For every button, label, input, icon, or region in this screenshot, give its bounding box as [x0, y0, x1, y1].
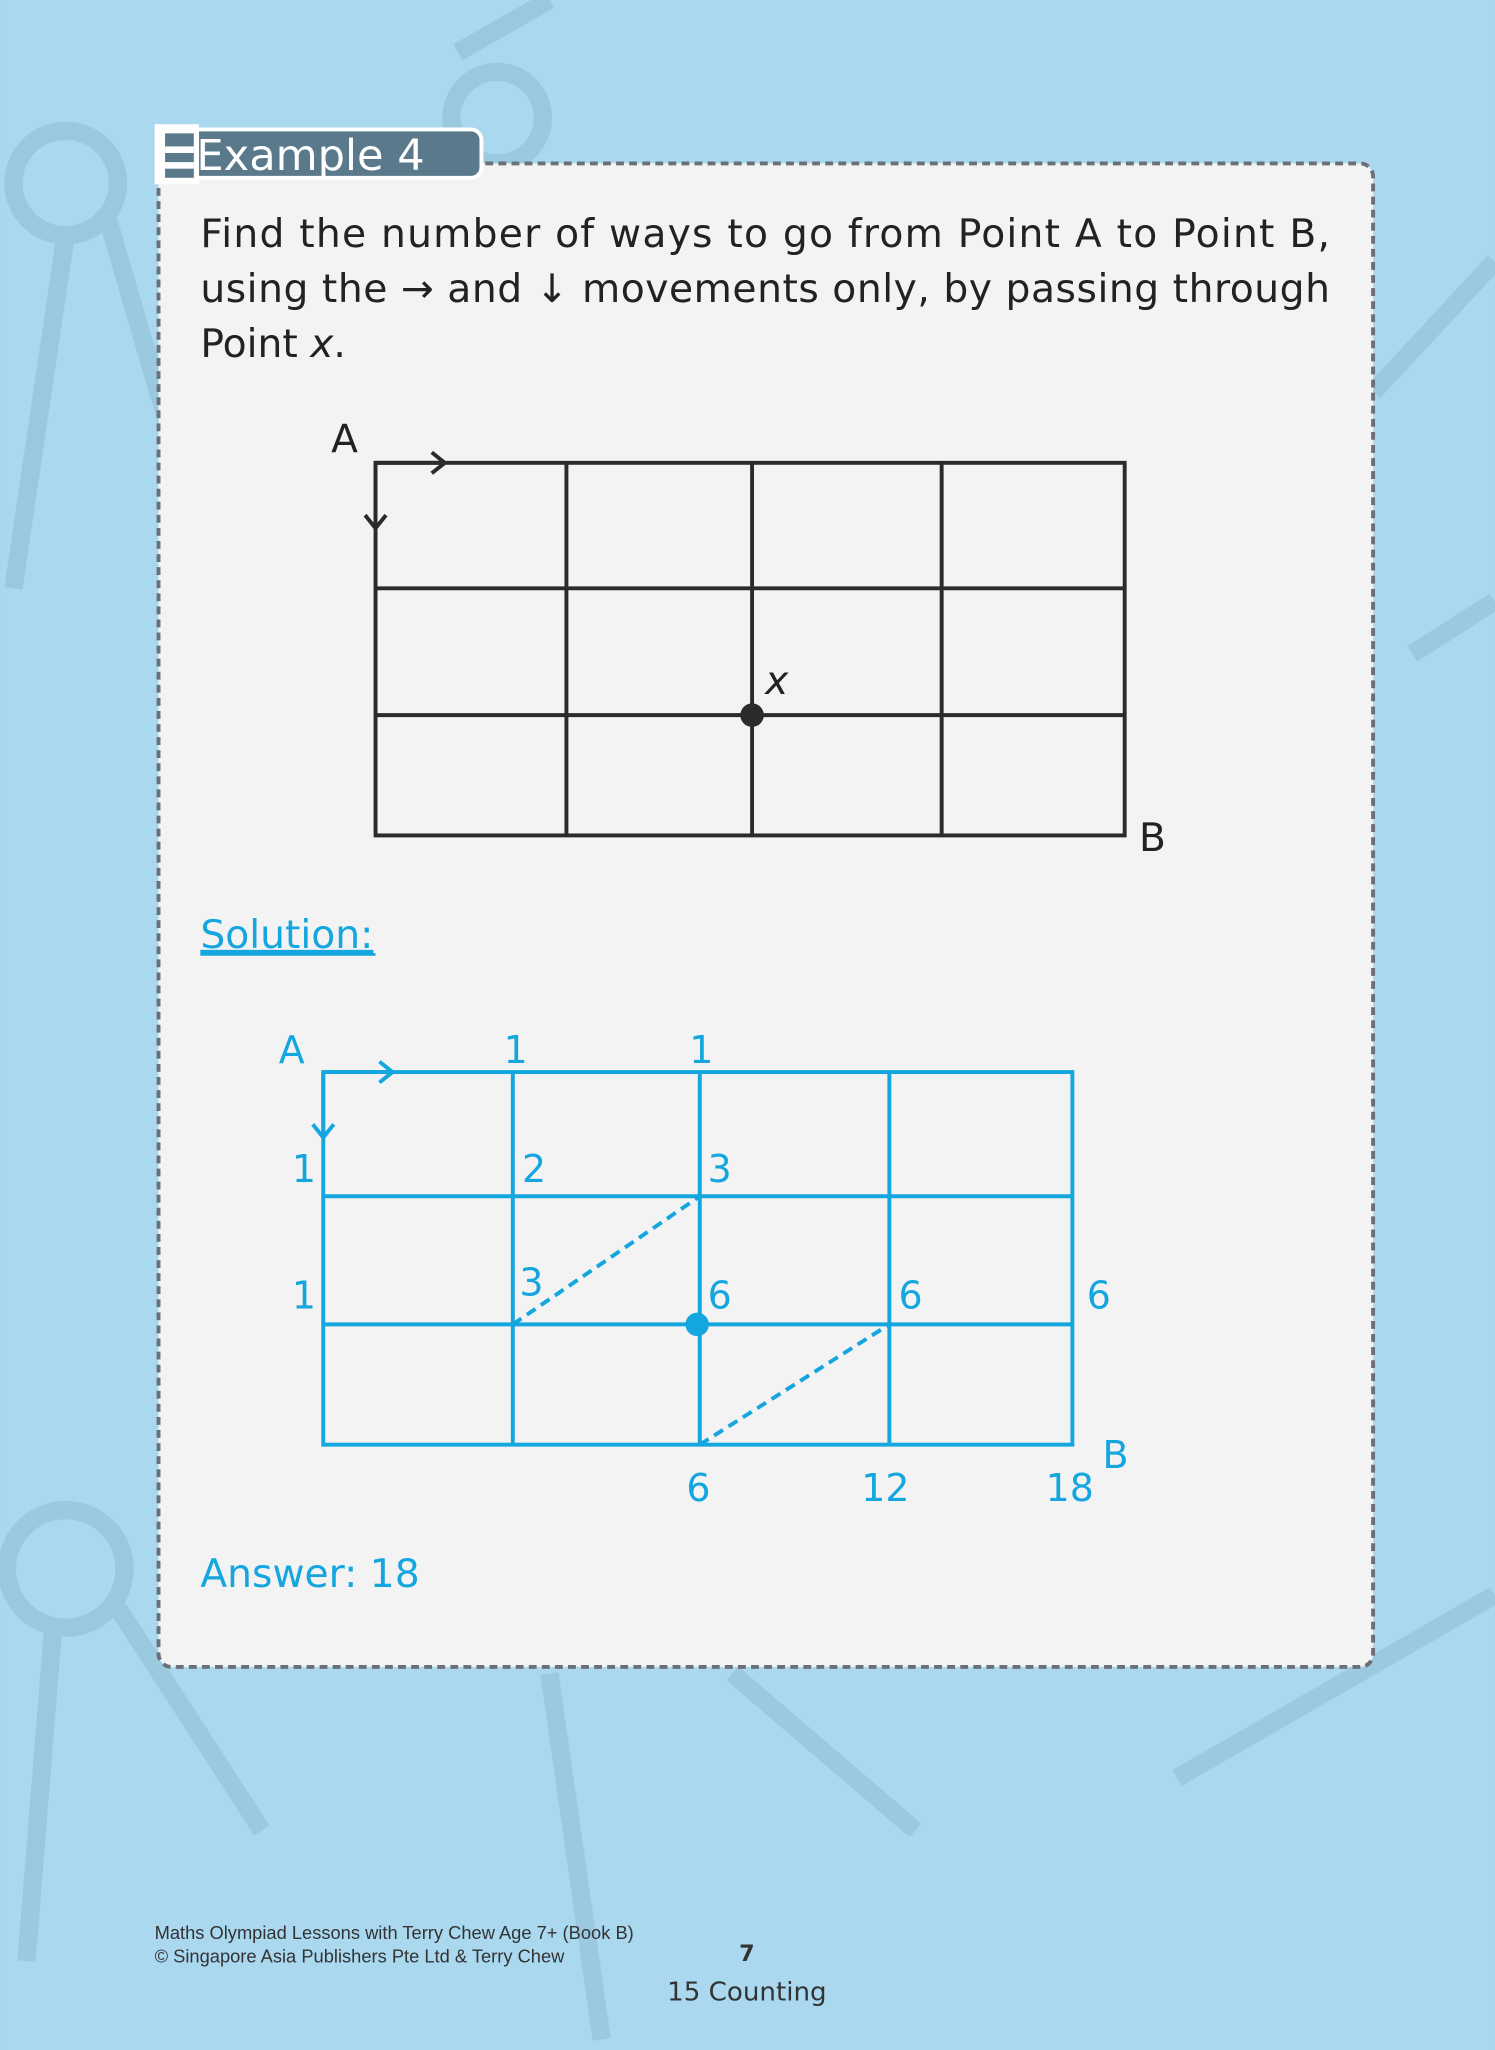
count-label: 3	[707, 1146, 732, 1191]
count-label: 1	[689, 1027, 714, 1072]
point-x-marker	[685, 1313, 709, 1337]
count-label: 6	[1086, 1273, 1111, 1318]
count-label: 12	[861, 1465, 910, 1510]
label-a: A	[278, 1027, 305, 1072]
count-label: 2	[521, 1146, 547, 1191]
point-x-marker	[740, 703, 764, 727]
solution-heading: Solution:	[200, 912, 374, 958]
count-label: 6	[707, 1273, 732, 1318]
count-label: 1	[291, 1273, 316, 1318]
footer-copyright: © Singapore Asia Publishers Pte Ltd & Terry Chew	[154, 1945, 565, 1967]
count-label: 6	[686, 1465, 711, 1510]
label-a: A	[331, 417, 358, 463]
count-label: 1	[503, 1027, 528, 1072]
chapter-name: 15 Counting	[667, 1977, 827, 2008]
count-label: 18	[1045, 1465, 1094, 1510]
label-b: B	[1139, 816, 1166, 862]
page-number: 7	[739, 1941, 755, 1968]
example-tab	[155, 124, 482, 184]
example-title: Example 4	[196, 130, 425, 181]
question-line-3: Point x.	[200, 321, 346, 367]
answer: Answer: 18	[200, 1552, 420, 1598]
count-label: 3	[519, 1260, 544, 1305]
question-line-2: using the → and ↓ movements only, by passing through	[200, 267, 1330, 313]
count-label: 6	[898, 1273, 923, 1318]
label-x: x	[765, 659, 789, 705]
footer-book-title: Maths Olympiad Lessons with Terry Chew Age 7+ (Book B)	[154, 1921, 634, 1943]
label-b: B	[1102, 1433, 1129, 1478]
question-line-1: Find the number of ways to go from Point A to Point B,	[200, 212, 1330, 258]
count-label: 1	[291, 1146, 316, 1191]
